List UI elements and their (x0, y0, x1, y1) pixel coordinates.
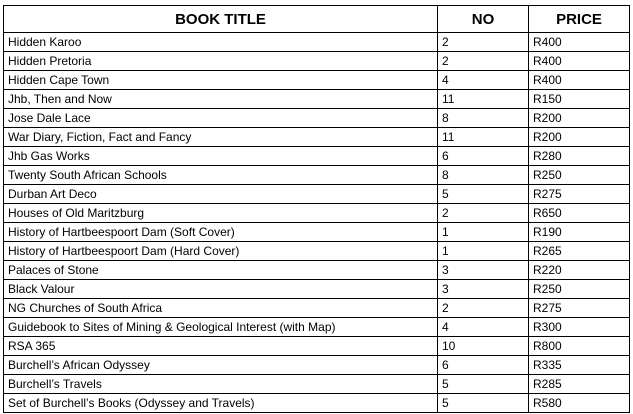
book-title-cell: Palaces of Stone (4, 261, 438, 280)
quantity-cell: 3 (438, 261, 529, 280)
quantity-cell: 10 (438, 337, 529, 356)
table-row (4, 109, 630, 128)
price-cell: R200 (529, 109, 630, 128)
table-row (4, 337, 630, 356)
price-cell: R150 (529, 90, 630, 109)
table-row (4, 204, 630, 223)
price-cell: R200 (529, 128, 630, 147)
table-row (4, 147, 630, 166)
book-title-cell: Houses of Old Maritzburg (4, 204, 438, 223)
book-title-cell: History of Hartbeespoort Dam (Hard Cover) (4, 242, 438, 261)
book-title-cell: Hidden Pretoria (4, 52, 438, 71)
book-title-cell: Burchell’s African Odyssey (4, 356, 438, 375)
table-row (4, 223, 630, 242)
book-title-cell: Jose Dale Lace (4, 109, 438, 128)
table-row (4, 90, 630, 109)
table-row (4, 33, 630, 52)
quantity-cell: 5 (438, 375, 529, 394)
table-row (4, 299, 630, 318)
book-title-cell: Jhb Gas Works (4, 147, 438, 166)
price-header: PRICE (529, 6, 630, 33)
price-cell: R400 (529, 52, 630, 71)
price-cell: R265 (529, 242, 630, 261)
quantity-cell: 6 (438, 356, 529, 375)
quantity-cell: 4 (438, 71, 529, 90)
header-row (4, 6, 630, 33)
price-cell: R300 (529, 318, 630, 337)
book-title-cell: Twenty South African Schools (4, 166, 438, 185)
price-cell: R335 (529, 356, 630, 375)
table-row (4, 318, 630, 337)
quantity-cell: 1 (438, 242, 529, 261)
price-cell: R650 (529, 204, 630, 223)
quantity-cell: 1 (438, 223, 529, 242)
table-row (4, 280, 630, 299)
table-row (4, 261, 630, 280)
book-title-cell: Hidden Karoo (4, 33, 438, 52)
table-row (4, 71, 630, 90)
quantity-cell: 2 (438, 204, 529, 223)
book-title-cell: Black Valour (4, 280, 438, 299)
price-cell: R800 (529, 337, 630, 356)
book-title-header: BOOK TITLE (4, 6, 438, 33)
price-cell: R250 (529, 166, 630, 185)
quantity-cell: 2 (438, 299, 529, 318)
book-price-table (3, 5, 630, 413)
no-header: NO (438, 6, 529, 33)
price-cell: R275 (529, 299, 630, 318)
table-row (4, 166, 630, 185)
price-cell: R275 (529, 185, 630, 204)
book-title-cell: Durban Art Deco (4, 185, 438, 204)
quantity-cell: 5 (438, 185, 529, 204)
book-title-cell: Set of Burchell’s Books (Odyssey and Travels) (4, 394, 438, 413)
price-cell: R190 (529, 223, 630, 242)
table-row (4, 185, 630, 204)
quantity-cell: 11 (438, 128, 529, 147)
book-title-cell: War Diary, Fiction, Fact and Fancy (4, 128, 438, 147)
quantity-cell: 8 (438, 109, 529, 128)
table-row (4, 375, 630, 394)
price-cell: R250 (529, 280, 630, 299)
table-row (4, 394, 630, 413)
book-title-cell: History of Hartbeespoort Dam (Soft Cover) (4, 223, 438, 242)
table-row (4, 52, 630, 71)
table-row (4, 128, 630, 147)
book-title-cell: RSA 365 (4, 337, 438, 356)
quantity-cell: 2 (438, 52, 529, 71)
quantity-cell: 5 (438, 394, 529, 413)
table-row (4, 356, 630, 375)
quantity-cell: 6 (438, 147, 529, 166)
quantity-cell: 11 (438, 90, 529, 109)
quantity-cell: 3 (438, 280, 529, 299)
book-title-cell: Jhb, Then and Now (4, 90, 438, 109)
price-cell: R285 (529, 375, 630, 394)
price-cell: R580 (529, 394, 630, 413)
price-cell: R400 (529, 33, 630, 52)
quantity-cell: 2 (438, 33, 529, 52)
price-cell: R220 (529, 261, 630, 280)
book-title-cell: Hidden Cape Town (4, 71, 438, 90)
price-cell: R400 (529, 71, 630, 90)
price-cell: R280 (529, 147, 630, 166)
book-title-cell: Guidebook to Sites of Mining & Geological Interest (with Map) (4, 318, 438, 337)
quantity-cell: 8 (438, 166, 529, 185)
quantity-cell: 4 (438, 318, 529, 337)
book-title-cell: Burchell’s Travels (4, 375, 438, 394)
table-row (4, 242, 630, 261)
book-title-cell: NG Churches of South Africa (4, 299, 438, 318)
